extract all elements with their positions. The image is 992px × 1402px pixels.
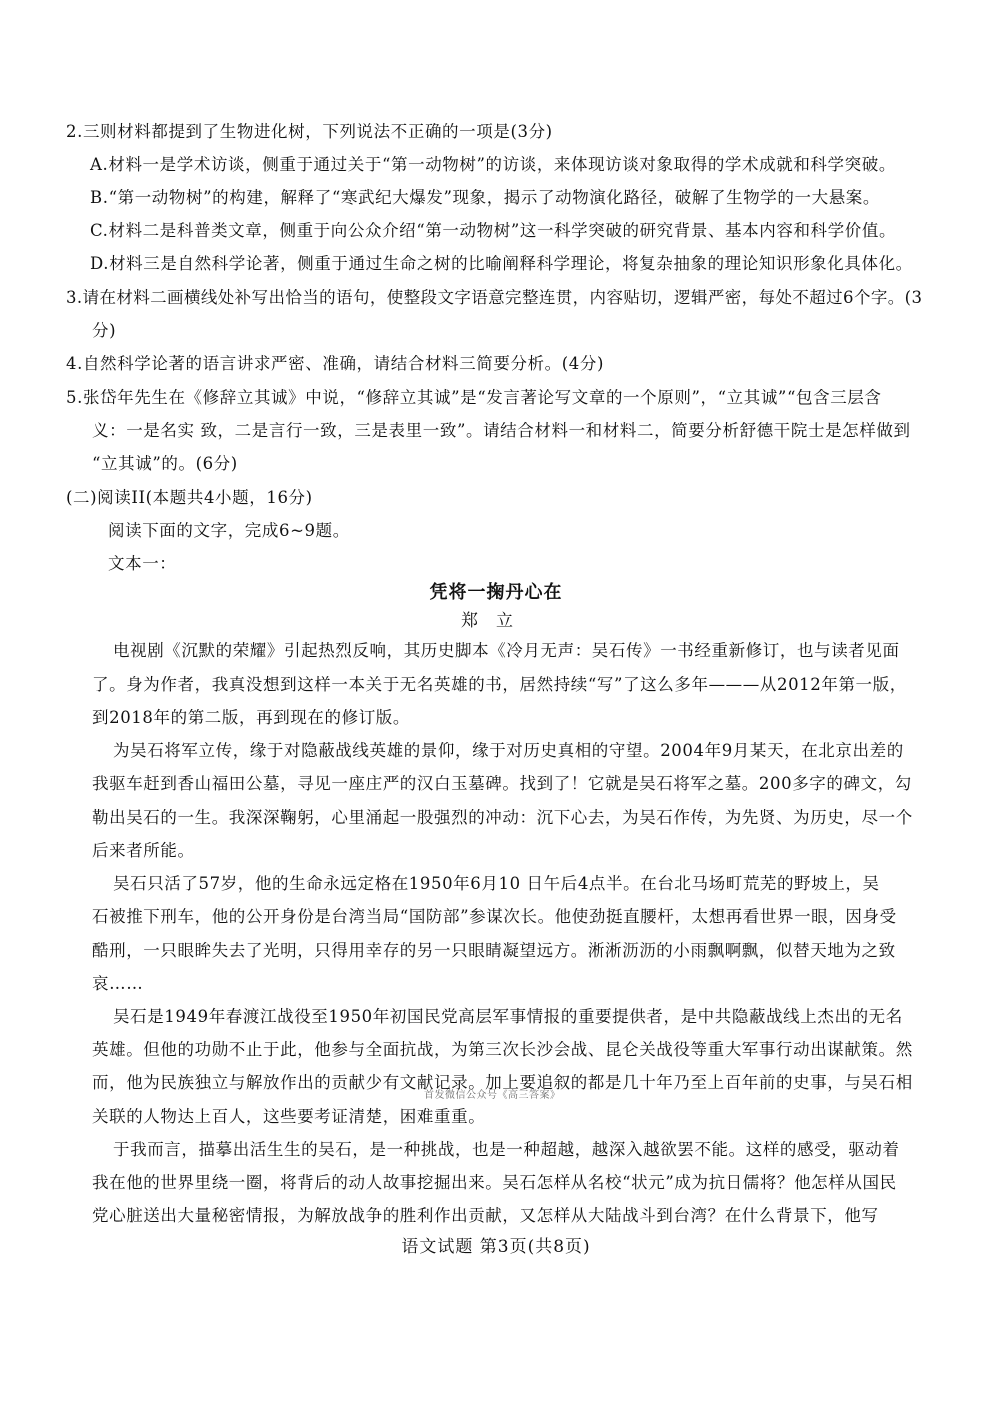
paragraph-1-line-2: 了。身为作者，我真没想到这样一本关于无名英雄的书，居然持续“写”了这么多年———从2012年第一版， bbox=[92, 675, 907, 694]
paragraph-4-line-1: 吴石是1949年春渡江战役至1950年初国民党高层军事情报的重要提供者，是中共隐蔽战线上杰出的无名 bbox=[113, 1007, 903, 1026]
paragraph-4-line-2: 英雄。但他的功勋不止于此，他参与全面抗战，为第三次长沙会战、昆仑关战役等重大军事行动出谋献策。然 bbox=[92, 1040, 913, 1059]
question-5-line-3: “立其诚”的。(6分) bbox=[92, 454, 238, 473]
question-2-option-a: A.材料一是学术访谈，侧重于通过关于“第一动物树”的访谈，来体现访谈对象取得的学术成就和科学突破。 bbox=[90, 155, 896, 174]
paragraph-1-line-1: 电视剧《沉默的荣耀》引起热烈反响，其历史脚本《冷月无声：吴石传》一书经重新修订，也与读者见面 bbox=[113, 641, 900, 660]
section-heading: (二)阅读II(本题共4小题，16分) bbox=[66, 488, 313, 507]
paragraph-2-line-2: 我驱车赶到香山福田公墓，寻见一座庄严的汉白玉墓碑。找到了！它就是吴石将军之墓。200多字的碑文，勾 bbox=[92, 774, 912, 793]
paragraph-2-line-4: 后来者所能。 bbox=[92, 841, 195, 860]
question-3-line-2: 分) bbox=[92, 321, 117, 340]
paragraph-5-line-1: 于我而言，描摹出活生生的吴石，是一种挑战，也是一种超越，越深入越欲罢不能。这样的感受，驱动着 bbox=[113, 1140, 900, 1159]
paragraph-2-line-3: 勒出吴石的一生。我深深鞠躬，心里涌起一股强烈的冲动：沉下心去，为吴石作传，为先贤、为历史，尽一个 bbox=[92, 808, 913, 827]
page-footer: 语文试题 第3页(共8页) bbox=[401, 1237, 591, 1257]
question-2-stem: 2.三则材料都提到了生物进化树，下列说法不正确的一项是(3分) bbox=[66, 122, 553, 141]
paragraph-3-line-2: 石被推下刑车，他的公开身份是台湾当局“国防部”参谋次长。他使劲挺直腰杆，太想再看世界一眼，因身受 bbox=[92, 907, 897, 926]
question-2-option-c: C.材料二是科普类文章，侧重于向公众介绍“第一动物树”这一科学突破的研究背景、基本内容和科学价值。 bbox=[90, 221, 897, 240]
paragraph-3-line-1: 吴石只活了57岁，他的生命永远定格在1950年6月10 日午后4点半。在台北马场町荒芜的野坡上，吴 bbox=[113, 874, 880, 893]
question-2-option-d: D.材料三是自然科学论著，侧重于通过生命之树的比喻阐释科学理论，将复杂抽象的理论知识形象化具体化。 bbox=[90, 254, 913, 273]
paragraph-5-line-3: 党心脏送出大量秘密情报，为解放战争的胜利作出贡献，又怎样从大陆战斗到台湾？在什么背景下，他写 bbox=[92, 1206, 879, 1225]
text-label: 文本一： bbox=[108, 554, 177, 573]
question-5-line-1: 5.张岱年先生在《修辞立其诚》中说，“修辞立其诚”是“发言著论写文章的一个原则”，“立其诚”“包含三层含 bbox=[66, 388, 882, 407]
question-5-line-2: 义：一是名实 致，二是言行一致，三是表里一致”。请结合材料一和材料二，简要分析舒德干院士是怎样做到 bbox=[92, 421, 911, 440]
question-4: 4.自然科学论著的语言讲求严密、准确，请结合材料三简要分析。(4分) bbox=[66, 354, 605, 373]
paragraph-4-line-4: 关联的人物达上百人，这些要考证清楚，困难重重。 bbox=[92, 1107, 486, 1126]
article-author: 郑立 bbox=[461, 611, 531, 631]
paragraph-2-line-1: 为吴石将军立传，缘于对隐蔽战线英雄的景仰，缘于对历史真相的守望。2004年9月某天，在北京出差的 bbox=[113, 741, 904, 760]
section-instruction: 阅读下面的文字，完成6~9题。 bbox=[108, 521, 350, 540]
paragraph-3-line-3: 酷刑，一只眼眸失去了光明，只得用幸存的另一只眼睛凝望远方。淅淅沥沥的小雨飘啊飘，似替天地为之致 bbox=[92, 941, 896, 960]
paragraph-5-line-2: 我在他的世界里绕一圈，将背后的动人故事挖掘出来。吴石怎样从名校“状元”成为抗日儒将？他怎样从国民 bbox=[92, 1173, 897, 1192]
paragraph-1-line-3: 到2018年的第二版，再到现在的修订版。 bbox=[92, 708, 410, 727]
question-3-line-1: 3.请在材料二画横线处补写出恰当的语句，使整段文字语意完整连贯，内容贴切，逻辑严密，每处不超过6个字。(3 bbox=[66, 288, 923, 307]
article-title: 凭将一掬丹心在 bbox=[429, 582, 563, 603]
watermark-text: 首发微信公众号《高三答案》 bbox=[424, 1090, 561, 1101]
paragraph-4-line-3: 而，他为民族独立与解放作出的贡献少有文献记录。加上要追叙的都是几十年乃至上百年前的史事，与吴石相 bbox=[92, 1073, 913, 1092]
question-2-option-b: B.“第一动物树”的构建，解释了“寒武纪大爆发”现象，揭示了动物演化路径，破解了生物学的一大悬案。 bbox=[90, 188, 881, 207]
paragraph-3-line-4: 哀…… bbox=[92, 974, 144, 993]
